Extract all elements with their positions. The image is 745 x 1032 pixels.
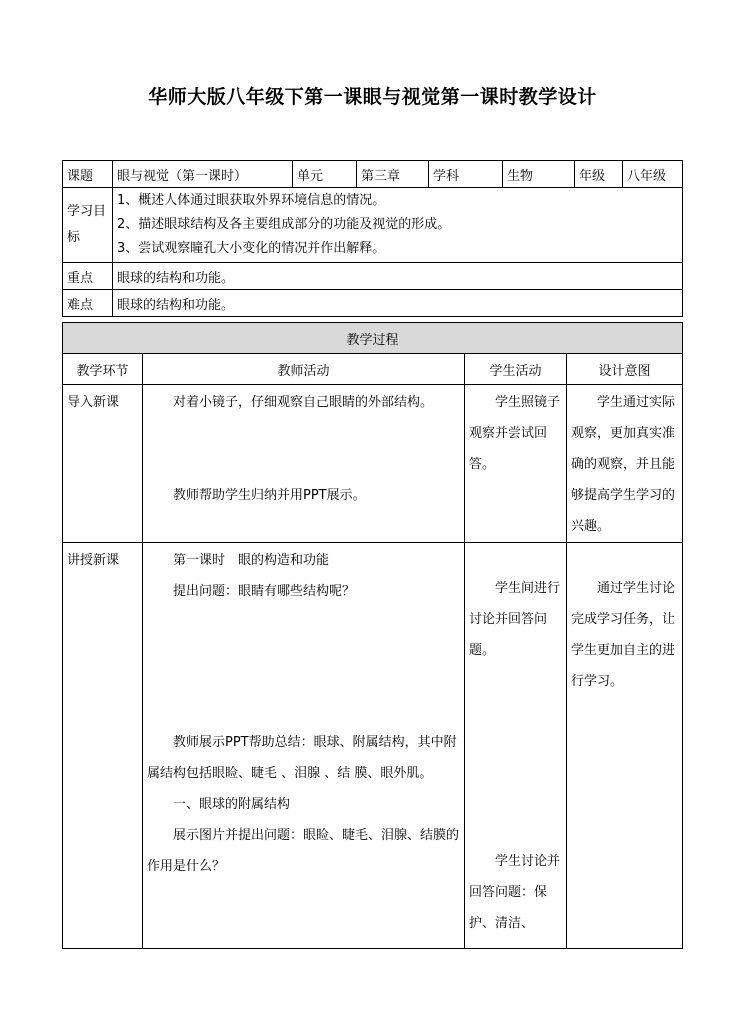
- header-intent: 设计意图: [567, 354, 683, 385]
- key-point-label: 重点: [63, 263, 113, 290]
- info-row: [63, 161, 683, 188]
- unit-value: 第三章: [357, 161, 429, 188]
- info-table: [62, 160, 683, 317]
- teach-stage: 讲授新课: [63, 543, 143, 949]
- page-title: 华师大版八年级下第一课眼与视觉第一课时教学设计: [148, 86, 597, 108]
- course-label: 课题: [63, 161, 113, 188]
- objective-item: 2、描述眼球结构及各主要组成部分的功能及视觉的形成。: [117, 217, 451, 232]
- objective-item: 1、概述人体通过眼获取外界环境信息的情况。: [117, 193, 386, 208]
- intro-teacher-line: 教师帮助学生归纳并用PPT展示。: [173, 488, 366, 503]
- subject-label: 学科: [429, 161, 503, 188]
- unit-label: 单元: [293, 161, 357, 188]
- process-band-row: [63, 323, 683, 354]
- subject-value: 生物: [503, 161, 575, 188]
- intro-teacher-line: 对着小镜子，仔细观察自己眼睛的外部结构。: [173, 395, 434, 410]
- objectives-label: 学习目标: [63, 188, 113, 263]
- teach-intent: 通过学生讨论完成学习任务，让学生更加自主的进行学习。: [567, 543, 683, 949]
- grade-label: 年级: [575, 161, 623, 188]
- process-header-row: [63, 354, 683, 385]
- intro-intent: 学生通过实际观察，更加真实准确的观察，并且能够提高学生学习的兴趣。: [567, 385, 683, 543]
- intro-teacher: [143, 385, 465, 543]
- intro-student: 学生照镜子观察并尝试回答。: [465, 385, 567, 543]
- process-band: 教学过程: [63, 323, 683, 354]
- header-student: 学生活动: [465, 354, 567, 385]
- teach-teacher-line: 教师展示PPT帮助总结：眼球、附属结构，其中附属结构包括眼睑、睫毛 、泪腺 、结 膜、眼外肌。: [147, 735, 457, 781]
- difficult-point-row: [63, 290, 683, 317]
- teach-teacher: [143, 543, 465, 949]
- intro-row: [63, 385, 683, 543]
- key-point-row: [63, 263, 683, 290]
- objective-item: 3、尝试观察瞳孔大小变化的情况并作出解释。: [117, 241, 386, 256]
- grade-value: 八年级: [623, 161, 683, 188]
- teach-teacher-line: 一、眼球的附属结构: [173, 797, 291, 812]
- objectives-list: [113, 188, 683, 263]
- teach-student-line: 学生间进行讨论并回答问题。: [469, 581, 561, 658]
- difficult-point-label: 难点: [63, 290, 113, 317]
- teach-teacher-line: 第一课时 眼的构造和功能: [173, 553, 330, 568]
- teach-student-line: 学生讨论并回答问题：保护、清洁、: [469, 854, 561, 931]
- header-teacher: 教师活动: [143, 354, 465, 385]
- course-value: 眼与视觉（第一课时）: [113, 161, 293, 188]
- teach-student: [465, 543, 567, 949]
- objectives-row: [63, 188, 683, 263]
- key-point-value: 眼球的结构和功能。: [113, 263, 683, 290]
- teach-row: [63, 543, 683, 949]
- intro-stage: 导入新课: [63, 385, 143, 543]
- difficult-point-value: 眼球的结构和功能。: [113, 290, 683, 317]
- header-stage: 教学环节: [63, 354, 143, 385]
- teach-teacher-line: 展示图片并提出问题：眼睑、睫毛、泪腺、结膜的作用是什么？: [147, 828, 460, 874]
- teach-teacher-line: 提出问题：眼睛有哪些结构呢？: [173, 584, 356, 599]
- process-table: [62, 322, 683, 949]
